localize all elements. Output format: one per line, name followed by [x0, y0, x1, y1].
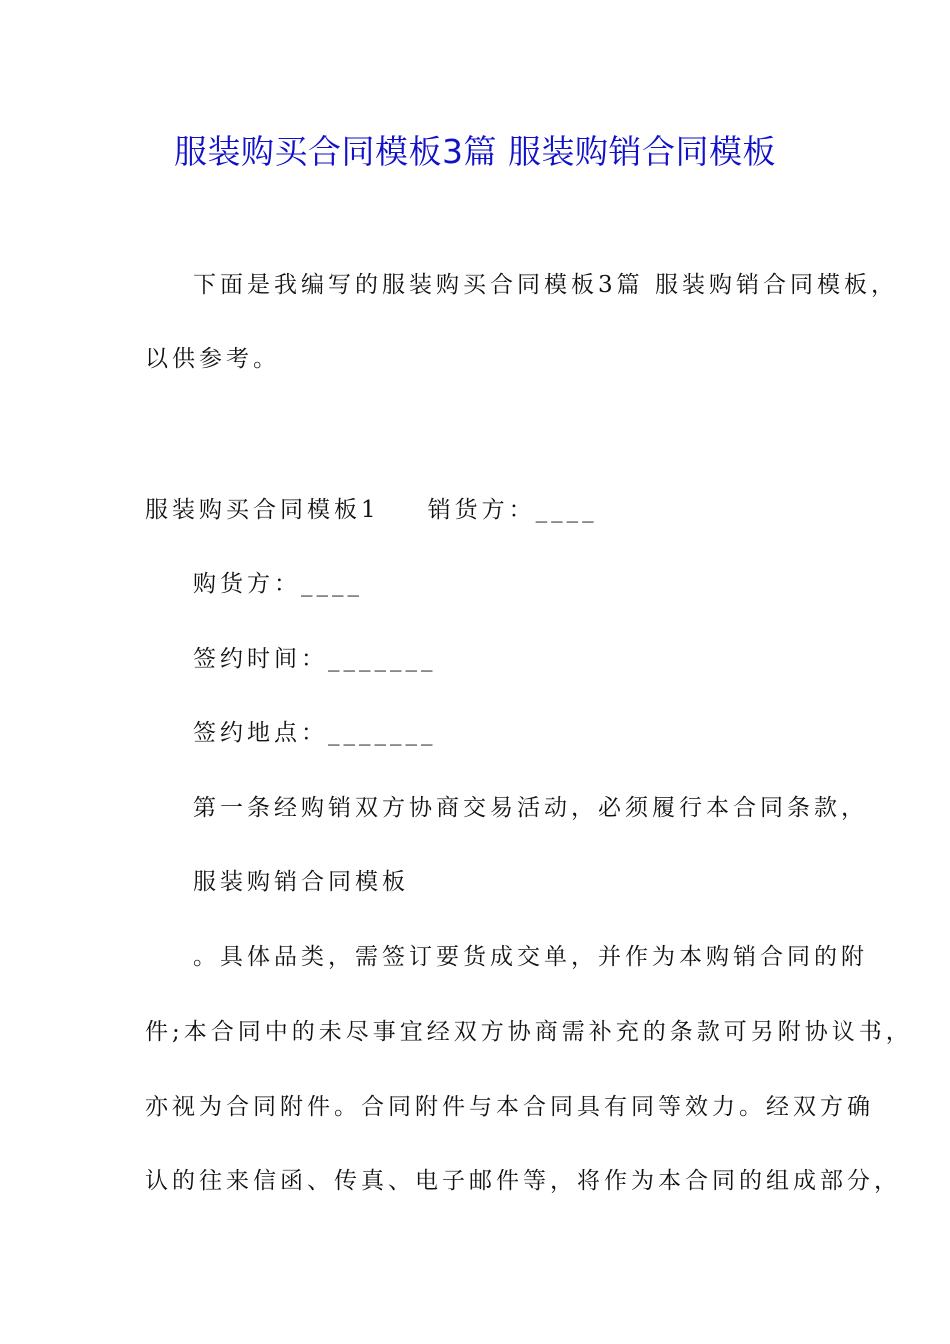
seller-field: 销货方：____: [427, 497, 598, 523]
intro-line-1: 下面是我编写的服装购买合同模板3篇 服装购销合同模板，: [193, 272, 898, 298]
article-1-line: 第一条经购销双方协商交易活动，必须履行本合同条款，: [193, 795, 868, 821]
signing-place-field: 签约地点：_______: [193, 720, 437, 746]
body-line-4: 认的往来信函、传真、电子邮件等，将作为本合同的组成部分，: [145, 1168, 901, 1194]
template-heading-row: [145, 494, 598, 526]
document-title: 服装购买合同模板3篇 服装购销合同模板: [174, 132, 776, 171]
sales-template-label: 服装购销合同模板: [193, 869, 409, 895]
body-line-2: 件;本合同中的未尽事宜经双方协商需补充的条款可另附协议书，: [145, 1019, 913, 1045]
buyer-field: 购货方：____: [193, 571, 363, 597]
signing-time-field: 签约时间：_______: [193, 646, 437, 672]
intro-line-2: 以供参考。: [145, 346, 280, 372]
template-1-heading: 服装购买合同模板1: [145, 497, 380, 523]
body-line-3: 亦视为合同附件。合同附件与本合同具有同等效力。经双方确: [145, 1094, 874, 1120]
body-line-1: 。具体品类，需签订要货成交单，并作为本购销合同的附: [193, 944, 868, 970]
